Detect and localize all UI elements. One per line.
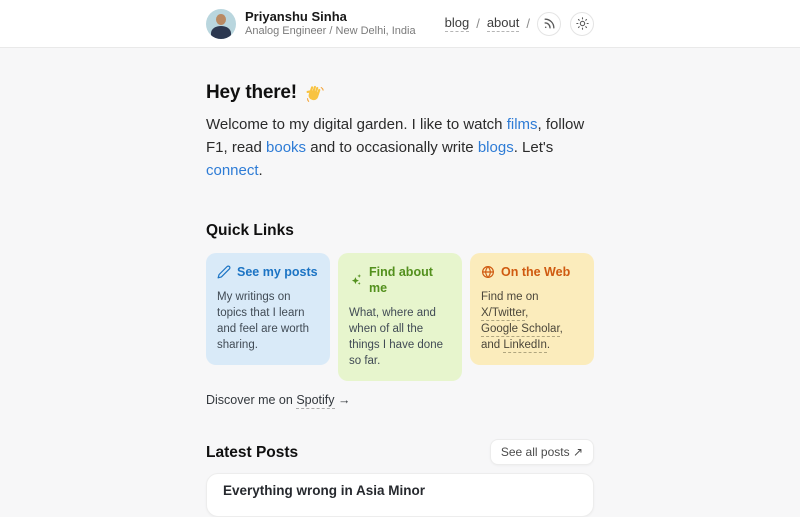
card-title-label: On the Web	[501, 265, 571, 279]
card-title-label: See my posts	[237, 265, 318, 279]
pencil-icon	[217, 265, 231, 279]
site-owner-subtitle: Analog Engineer / New Delhi, India	[245, 25, 416, 37]
card-see-my-posts-body: My writings on topics that I learn and feel are worth sharing.	[217, 291, 310, 351]
nav-separator: /	[526, 16, 530, 31]
quick-links-cards	[206, 253, 594, 381]
header-inner	[206, 9, 594, 39]
site-owner-name: Priyanshu Sinha	[245, 9, 347, 24]
main-content	[206, 48, 594, 517]
rss-button[interactable]	[537, 12, 561, 36]
quick-links-heading: Quick Links	[206, 222, 294, 239]
intro-paragraph	[206, 113, 594, 182]
films-link[interactable]: films	[506, 116, 538, 133]
nav-link-blog[interactable]: blog	[444, 15, 470, 30]
latest-posts-heading: Latest Posts	[206, 443, 299, 461]
globe-icon	[481, 265, 495, 279]
books-link[interactable]: books	[266, 139, 307, 156]
site-header	[0, 0, 800, 48]
intro-text: . Let's	[513, 139, 554, 156]
latest-posts-header	[206, 439, 594, 465]
arrow-up-right-icon: ↗	[572, 445, 583, 459]
sun-icon	[576, 17, 589, 30]
intro-text: Welcome to my digital garden. I like to watch	[206, 116, 507, 133]
rss-icon	[543, 17, 556, 30]
intro-text: .	[258, 162, 263, 179]
see-all-posts-button[interactable]	[490, 439, 594, 465]
avatar[interactable]	[206, 9, 236, 39]
spotify-text: Discover me on	[206, 393, 297, 407]
sparkles-icon	[349, 273, 363, 287]
nav-link-about[interactable]: about	[486, 15, 520, 30]
card-on-the-web-body	[481, 289, 583, 353]
intro-text: and to occasionally write	[306, 139, 478, 156]
linkedin-link[interactable]: LinkedIn	[503, 339, 547, 351]
card-title-label: Find about me	[369, 265, 433, 295]
google-scholar-link[interactable]: Google Scholar	[481, 323, 560, 335]
body-text: Find me on	[481, 291, 539, 303]
nav-separator: /	[476, 16, 480, 31]
intro-text: , follow F1, read	[206, 116, 585, 156]
x-twitter-link[interactable]: X/Twitter	[481, 307, 526, 319]
card-see-my-posts[interactable]	[206, 253, 330, 365]
card-find-about-me[interactable]	[338, 253, 462, 381]
latest-post-card[interactable]	[206, 473, 594, 517]
spotify-link[interactable]: Spotify	[296, 393, 335, 407]
body-text: ,	[525, 307, 529, 319]
card-see-my-posts-title[interactable]	[217, 264, 319, 280]
hero-greeting: Hey there!	[206, 82, 297, 103]
spotify-line	[206, 393, 594, 407]
theme-toggle-button[interactable]	[570, 12, 594, 36]
latest-post-title: Everything wrong in Asia Minor	[223, 483, 426, 498]
connect-link[interactable]: connect	[206, 162, 259, 179]
identity-block	[245, 10, 416, 37]
blogs-link[interactable]: blogs	[477, 139, 514, 156]
card-on-the-web[interactable]	[470, 253, 594, 365]
right-arrow-icon: →	[338, 393, 351, 407]
body-text: .	[546, 339, 551, 351]
header-nav	[445, 12, 594, 36]
see-all-label: See all posts	[500, 445, 570, 459]
card-find-about-me-body: What, where and when of all the things I have done so far.	[349, 307, 443, 367]
hero-heading	[206, 82, 594, 104]
card-on-the-web-title[interactable]	[481, 264, 583, 280]
card-find-about-me-title[interactable]	[349, 264, 451, 296]
body-text: , and	[481, 323, 563, 351]
waving-hand-icon	[305, 84, 324, 103]
